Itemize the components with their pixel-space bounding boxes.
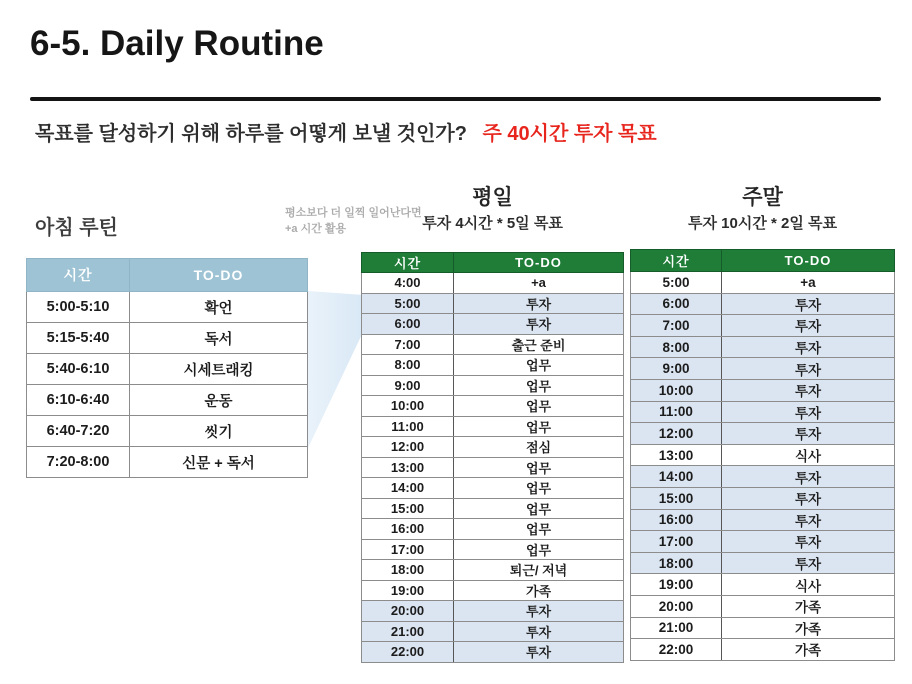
time-cell: 16:00 <box>362 519 454 540</box>
time-cell: 4:00 <box>362 273 454 294</box>
time-cell: 15:00 <box>631 487 722 509</box>
title-divider <box>30 97 881 101</box>
todo-cell: 가족 <box>454 580 624 601</box>
time-cell: 13:00 <box>362 457 454 478</box>
subtitle <box>35 117 657 146</box>
table-row <box>631 272 895 294</box>
time-cell: 18:00 <box>631 552 722 574</box>
time-cell: 9:00 <box>631 358 722 380</box>
todo-cell: 투자 <box>722 552 895 574</box>
weekend-header-row <box>631 250 895 272</box>
weekend-todo-column-header: TO-DO <box>722 250 895 272</box>
todo-cell: 업무 <box>454 478 624 499</box>
table-row <box>362 314 624 335</box>
morning-todo-column-header: TO-DO <box>130 259 308 292</box>
table-row <box>631 444 895 466</box>
todo-cell: 식사 <box>722 444 895 466</box>
table-row <box>631 509 895 531</box>
todo-cell: 투자 <box>722 336 895 358</box>
weekend-time-column-header: 시간 <box>631 250 722 272</box>
weekend-table-body <box>631 272 895 661</box>
weekday-time-column-header: 시간 <box>362 253 454 273</box>
time-cell: 21:00 <box>362 621 454 642</box>
table-row <box>362 273 624 294</box>
morning-time-column-header: 시간 <box>27 259 130 292</box>
todo-cell: 업무 <box>454 375 624 396</box>
todo-cell: 운동 <box>130 385 308 416</box>
table-row <box>631 358 895 380</box>
subtitle-goal-highlight: 주 40시간 투자 목표 <box>482 123 657 145</box>
time-cell: 8:00 <box>631 336 722 358</box>
time-cell: 6:00 <box>362 314 454 335</box>
table-row <box>631 595 895 617</box>
time-cell: 19:00 <box>362 580 454 601</box>
todo-cell: 투자 <box>722 509 895 531</box>
table-row <box>362 519 624 540</box>
note-line-2: +a 시간 활용 <box>285 222 347 235</box>
time-cell: 10:00 <box>362 396 454 417</box>
table-row <box>631 293 895 315</box>
time-cell: 20:00 <box>631 595 722 617</box>
time-cell: 11:00 <box>362 416 454 437</box>
table-row <box>27 416 308 447</box>
connector-wedge <box>308 291 362 448</box>
time-cell: 10:00 <box>631 379 722 401</box>
todo-cell: 가족 <box>722 617 895 639</box>
time-cell: 5:15-5:40 <box>27 323 130 354</box>
todo-cell: 식사 <box>722 574 895 596</box>
time-cell: 12:00 <box>362 437 454 458</box>
time-cell: 17:00 <box>631 531 722 553</box>
todo-cell: 업무 <box>454 355 624 376</box>
time-cell: 21:00 <box>631 617 722 639</box>
weekend-schedule-table <box>630 249 895 661</box>
todo-cell: 신문 + 독서 <box>130 447 308 478</box>
todo-cell: 투자 <box>722 358 895 380</box>
time-cell: 7:00 <box>631 315 722 337</box>
weekend-section-title: 주말 <box>742 186 783 209</box>
todo-cell: 씻기 <box>130 416 308 447</box>
time-cell: 14:00 <box>631 466 722 488</box>
table-row <box>631 423 895 445</box>
time-cell: 11:00 <box>631 401 722 423</box>
time-cell: 18:00 <box>362 560 454 581</box>
time-cell: 5:40-6:10 <box>27 354 130 385</box>
weekday-todo-column-header: TO-DO <box>454 253 624 273</box>
time-cell: 12:00 <box>631 423 722 445</box>
todo-cell: 업무 <box>454 498 624 519</box>
time-cell: 20:00 <box>362 601 454 622</box>
todo-cell: 확언 <box>130 292 308 323</box>
table-row <box>362 375 624 396</box>
weekday-schedule-table <box>361 252 624 663</box>
table-row <box>631 552 895 574</box>
table-row <box>631 487 895 509</box>
time-cell: 5:00 <box>362 293 454 314</box>
table-row <box>27 292 308 323</box>
time-cell: 5:00 <box>631 272 722 294</box>
table-row <box>27 323 308 354</box>
todo-cell: 가족 <box>722 639 895 661</box>
weekday-section-title: 평일 <box>472 186 513 209</box>
table-row <box>631 315 895 337</box>
table-row <box>362 478 624 499</box>
table-row <box>362 601 624 622</box>
table-row <box>362 642 624 663</box>
todo-cell: 투자 <box>722 293 895 315</box>
table-row <box>362 580 624 601</box>
table-row <box>362 396 624 417</box>
subtitle-question: 목표를 달성하기 위해 하루를 어떻게 보낼 것인가? <box>35 123 467 145</box>
time-cell: 16:00 <box>631 509 722 531</box>
table-row <box>362 539 624 560</box>
table-row <box>631 574 895 596</box>
page-title: 6-5. Daily Routine <box>30 24 324 63</box>
time-cell: 13:00 <box>631 444 722 466</box>
table-row <box>27 447 308 478</box>
time-cell: 14:00 <box>362 478 454 499</box>
note-line-1: 평소보다 더 일찍 일어난다면 <box>285 207 422 219</box>
todo-cell: 투자 <box>722 315 895 337</box>
todo-cell: 투자 <box>722 531 895 553</box>
morning-header-row <box>27 259 308 292</box>
time-cell: 7:00 <box>362 334 454 355</box>
table-row <box>631 617 895 639</box>
todo-cell: 투자 <box>454 293 624 314</box>
table-row <box>362 293 624 314</box>
table-row <box>631 639 895 661</box>
table-row <box>27 354 308 385</box>
todo-cell: +a <box>722 272 895 294</box>
time-cell: 17:00 <box>362 539 454 560</box>
todo-cell: 출근 준비 <box>454 334 624 355</box>
todo-cell: 퇴근/ 저녁 <box>454 560 624 581</box>
time-cell: 22:00 <box>362 642 454 663</box>
todo-cell: 투자 <box>722 466 895 488</box>
table-row <box>631 379 895 401</box>
table-row <box>362 498 624 519</box>
time-cell: 15:00 <box>362 498 454 519</box>
table-row <box>362 416 624 437</box>
todo-cell: 투자 <box>722 401 895 423</box>
time-cell: 6:40-7:20 <box>27 416 130 447</box>
todo-cell: 독서 <box>130 323 308 354</box>
todo-cell: 투자 <box>454 314 624 335</box>
todo-cell: 시세트래킹 <box>130 354 308 385</box>
todo-cell: 투자 <box>454 601 624 622</box>
todo-cell: 투자 <box>454 642 624 663</box>
morning-routine-label: 아침 루틴 <box>35 217 118 239</box>
table-row <box>631 401 895 423</box>
table-row <box>631 531 895 553</box>
todo-cell: 업무 <box>454 416 624 437</box>
time-cell: 19:00 <box>631 574 722 596</box>
todo-cell: 가족 <box>722 595 895 617</box>
todo-cell: 투자 <box>722 487 895 509</box>
weekday-header-row <box>362 253 624 273</box>
todo-cell: 점심 <box>454 437 624 458</box>
todo-cell: +a <box>454 273 624 294</box>
time-cell: 22:00 <box>631 639 722 661</box>
morning-table-body <box>27 292 308 478</box>
time-cell: 6:10-6:40 <box>27 385 130 416</box>
todo-cell: 투자 <box>454 621 624 642</box>
todo-cell: 투자 <box>722 423 895 445</box>
todo-cell: 업무 <box>454 457 624 478</box>
time-cell: 9:00 <box>362 375 454 396</box>
table-row <box>362 334 624 355</box>
todo-cell: 투자 <box>722 379 895 401</box>
table-row <box>362 457 624 478</box>
weekday-section-subtitle: 투자 4시간 * 5일 목표 <box>422 215 563 232</box>
morning-routine-table <box>26 258 308 478</box>
table-row <box>362 355 624 376</box>
table-row <box>631 336 895 358</box>
weekday-table-body <box>362 273 624 663</box>
table-row <box>362 621 624 642</box>
time-cell: 6:00 <box>631 293 722 315</box>
table-row <box>27 385 308 416</box>
time-cell: 5:00-5:10 <box>27 292 130 323</box>
time-cell: 7:20-8:00 <box>27 447 130 478</box>
time-cell: 8:00 <box>362 355 454 376</box>
table-row <box>362 560 624 581</box>
table-row <box>631 466 895 488</box>
table-row <box>362 437 624 458</box>
todo-cell: 업무 <box>454 519 624 540</box>
todo-cell: 업무 <box>454 396 624 417</box>
todo-cell: 업무 <box>454 539 624 560</box>
weekend-section-subtitle: 투자 10시간 * 2일 목표 <box>688 215 837 232</box>
